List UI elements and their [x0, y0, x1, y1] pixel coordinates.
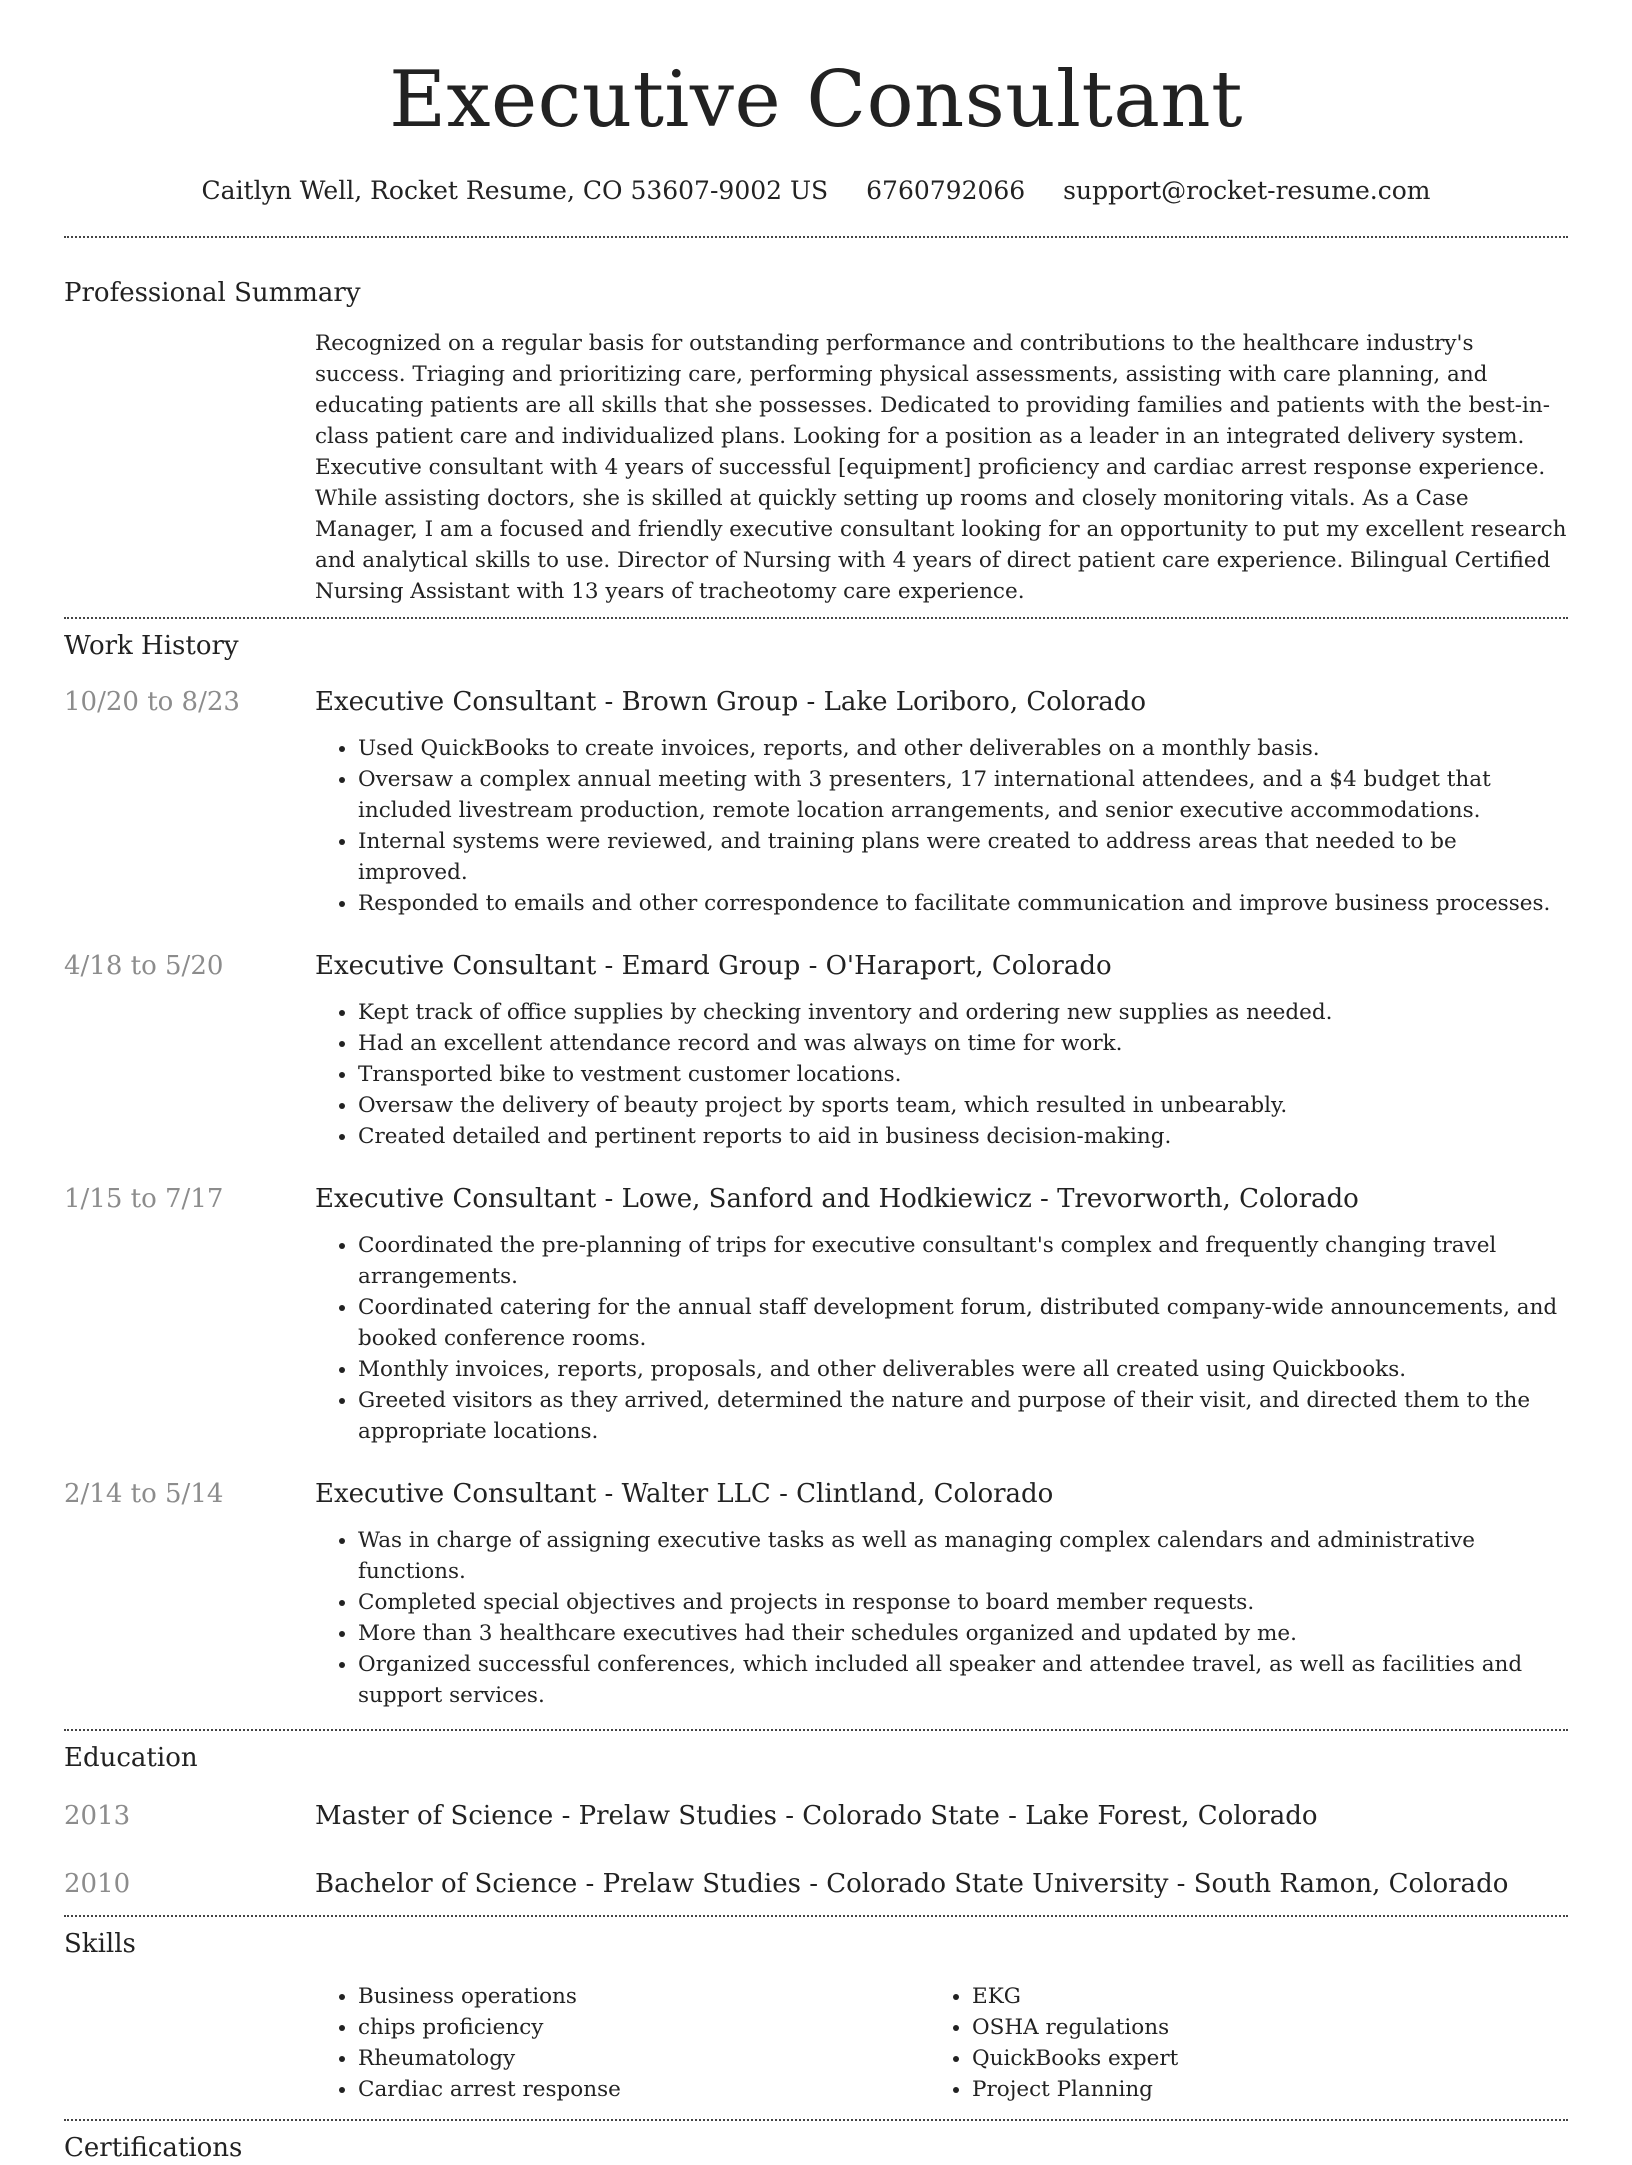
job-title: Executive Consultant - Lowe, Sanford and Hodkiewicz - Trevorworth, Colorado: [315, 1184, 1359, 1214]
summary-heading: Professional Summary: [64, 278, 361, 308]
skills-column-1: [358, 1981, 972, 2105]
job-bullet: • Had an excellent attendance record and was always on time for work.: [358, 1028, 1568, 1059]
job-bullet: • Monthly invoices, reports, proposals, and other deliverables were all created using Quickbooks.: [358, 1354, 1568, 1385]
job-dates: 1/15 to 7/17: [64, 1184, 224, 1214]
job-bullets: [358, 1525, 1568, 1711]
job-bullet: • Oversaw the delivery of beauty project by sports team, which resulted in unbearably.: [358, 1090, 1568, 1121]
job-bullet: • Organized successful conferences, which included all speaker and attendee travel, as well as facilities and support services.: [358, 1649, 1568, 1711]
contact-address: Caitlyn Well, Rocket Resume, CO 53607-9002 US: [201, 176, 829, 205]
skills-list: [358, 1981, 1632, 2105]
job-title: Executive Consultant - Brown Group - Lake Loriboro, Colorado: [315, 687, 1147, 717]
contact-email: support@rocket-resume.com: [1063, 176, 1431, 205]
job-header: [0, 1182, 1632, 1216]
skills-column-2: [972, 1981, 1178, 2105]
job-bullet: • Internal systems were reviewed, and training plans were created to address areas that needed to be improved.: [358, 826, 1568, 888]
job-header: [0, 949, 1632, 983]
section-divider: [64, 2119, 1568, 2121]
job-entry: [0, 685, 1632, 919]
job-bullet: • Oversaw a complex annual meeting with 3 presenters, 17 international attendees, and a $4 budget that included livestream production, remote location arrangements, and senior executive accommodations.: [358, 764, 1568, 826]
skill-item: • Cardiac arrest response: [358, 2074, 972, 2105]
job-dates: 2/14 to 5/14: [64, 1479, 224, 1509]
job-bullets: [358, 733, 1568, 919]
job-bullet: • Created detailed and pertinent reports to aid in business decision-making.: [358, 1121, 1568, 1152]
job-bullets: [358, 1230, 1568, 1447]
job-bullet: • Coordinated the pre-planning of trips for executive consultant's complex and frequently changing travel arrangements.: [358, 1230, 1568, 1292]
job-dates: 4/18 to 5/20: [64, 951, 224, 981]
job-title: Executive Consultant - Emard Group - O'Haraport, Colorado: [315, 951, 1112, 981]
job-bullet: • Kept track of office supplies by checking inventory and ordering new supplies as needed.: [358, 997, 1568, 1028]
education-entry: [0, 1867, 1632, 1901]
work-history-heading: Work History: [64, 631, 239, 661]
education-year: 2013: [64, 1801, 131, 1831]
skill-item: • Business operations: [358, 1981, 972, 2012]
skill-item: • EKG: [972, 1981, 1178, 2012]
contact-phone: 6760792066: [866, 176, 1026, 205]
resume-title: Executive Consultant: [389, 55, 1243, 145]
section-divider: [64, 1915, 1568, 1917]
job-bullet: • Greeted visitors as they arrived, determined the nature and purpose of their visit, and directed them to the appropriate locations.: [358, 1385, 1568, 1447]
job-entry: [0, 1477, 1632, 1711]
job-bullet: • More than 3 healthcare executives had their schedules organized and updated by me.: [358, 1618, 1568, 1649]
education-heading: Education: [64, 1743, 198, 1773]
job-entry: [0, 1182, 1632, 1447]
job-header: [0, 685, 1632, 719]
certifications-heading: Certifications: [64, 2133, 243, 2163]
job-bullet: • Transported bike to vestment customer locations.: [358, 1059, 1568, 1090]
skill-item: • chips proficiency: [358, 2012, 972, 2043]
education-degree: Bachelor of Science - Prelaw Studies - Colorado State University - South Ramon, Colorado: [315, 1869, 1509, 1899]
education-degree: Master of Science - Prelaw Studies - Colorado State - Lake Forest, Colorado: [315, 1801, 1318, 1831]
skill-item: • QuickBooks expert: [972, 2043, 1178, 2074]
skills-heading: Skills: [64, 1929, 136, 1959]
job-title: Executive Consultant - Walter LLC - Clintland, Colorado: [315, 1479, 1054, 1509]
resume-header: [0, 0, 1632, 208]
skill-item: • Rheumatology: [358, 2043, 972, 2074]
job-bullet: • Coordinated catering for the annual staff development forum, distributed company-wide announcements, and booked conference rooms.: [358, 1292, 1568, 1354]
education-year: 2010: [64, 1869, 131, 1899]
job-entry: [0, 949, 1632, 1152]
section-divider: [64, 617, 1568, 619]
contact-line: [0, 174, 1632, 208]
skill-item: • Project Planning: [972, 2074, 1178, 2105]
job-header: [0, 1477, 1632, 1511]
job-dates: 10/20 to 8/23: [64, 687, 240, 717]
skill-item: • OSHA regulations: [972, 2012, 1178, 2043]
section-divider: [64, 236, 1568, 238]
summary-text: Recognized on a regular basis for outstanding performance and contributions to the healthcare industry's success. Triaging and prioritizing care, performing physical assessments, assisting with care planning, and educating patients are all skills that she possesses. Dedicated to providing families and patients with the best-in-class patient care and individualized plans. Looking for a position as a leader in an integrated delivery system. Executive consultant with 4 years of successful [equipment] proficiency and cardiac arrest response experience. While assisting doctors, she is skilled at quickly setting up rooms and closely monitoring vitals. As a Case Manager, I am a focused and friendly executive consultant looking for an opportunity to put my excellent research and analytical skills to use. Director of Nursing with 4 years of direct patient care experience. Bilingual Certified Nursing Assistant with 13 years of tracheotomy care experience.: [315, 331, 1567, 604]
job-bullet: • Completed special objectives and projects in response to board member requests.: [358, 1587, 1568, 1618]
job-bullet: • Used QuickBooks to create invoices, reports, and other deliverables on a monthly basis.: [358, 733, 1568, 764]
section-divider: [64, 1729, 1568, 1731]
education-entry: [0, 1799, 1632, 1833]
job-bullet: • Was in charge of assigning executive tasks as well as managing complex calendars and administrative functions.: [358, 1525, 1568, 1587]
job-bullets: [358, 997, 1568, 1152]
job-bullet: • Responded to emails and other correspondence to facilitate communication and improve business processes.: [358, 888, 1568, 919]
